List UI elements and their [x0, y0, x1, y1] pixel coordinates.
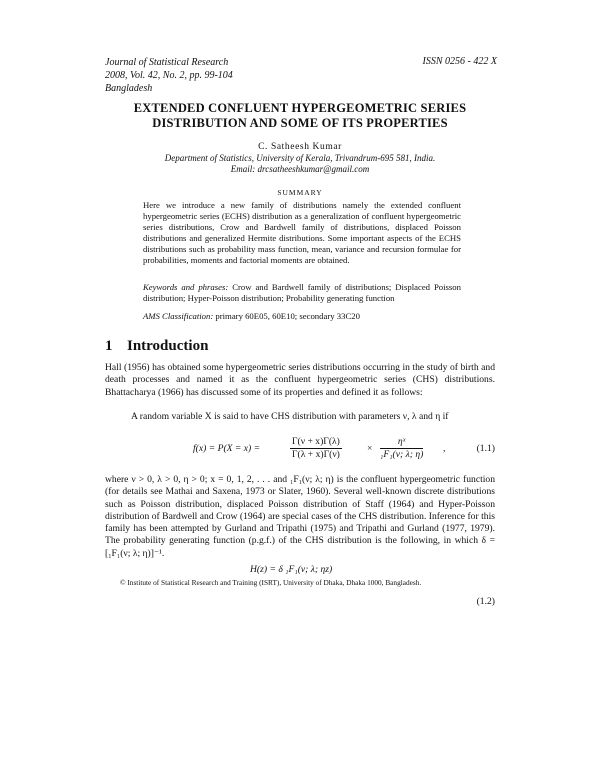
eq2-content: H(z) = δ ₁F₁(ν; λ; ηz)	[250, 564, 333, 575]
section-number: 1	[105, 338, 113, 354]
keywords	[143, 282, 461, 304]
eq1-fraction-2	[380, 436, 423, 461]
email-line: Email: drcsatheeshkumar@gmail.com	[230, 164, 370, 174]
ams-text: primary 60E05, 60E10; secondary 33C20	[215, 311, 360, 321]
intro-paragraph-1: Hall (1956) has obtained some hypergeometric series distributions occurring in the study of birth and death processes and named it as the confluent hypergeometric series (CHS) distributions. Bhattacharya (1966) has discussed some of its properties and defined it as follows:	[105, 362, 495, 398]
title-line-1: EXTENDED CONFLUENT HYPERGEOMETRIC SERIES	[133, 101, 467, 115]
section-title: Introduction	[127, 338, 209, 354]
issn: ISSN 0256 - 422 X	[422, 56, 497, 67]
eq1-numerator-2: ηˣ	[380, 436, 423, 449]
ams-label: AMS Classification:	[143, 311, 214, 321]
section-heading	[105, 338, 208, 355]
intro-paragraph-3: where ν > 0, λ > 0, η > 0; x = 0, 1, 2, . . . and ₁F₁(ν; λ; η) is the confluent hypergeometric function (for details see Mathai and Saxena, 1973 or Slater, 1960). Several well-known discrete distributions such as Poisson distribution, displaced Poisson distribution of Staff (1964) and Hyper-Poisson distribution of Bardwell and Crow (1964) are special cases of the CHS distribution. Inference for this family has been attempted by Gurland and Tripathi (1975) and Tripathi and Gurland (1977, 1979). The probability generating function (p.g.f.) of the CHS distribution is the following, in which δ = [₁F₁(ν; λ; η)]⁻¹.	[105, 474, 495, 559]
journal-volume: 2008, Vol. 42, No. 2, pp. 99-104	[105, 70, 233, 81]
title-line-2: DISTRIBUTION AND SOME OF ITS PROPERTIES	[152, 116, 448, 130]
eq1-comma: ,	[443, 443, 446, 454]
author-affiliation	[90, 153, 510, 175]
eq1-denominator-1: Γ(λ + x)Γ(ν)	[292, 449, 340, 460]
journal-header	[105, 56, 233, 95]
journal-name: Journal of Statistical Research	[105, 57, 229, 68]
eq1-lhs: f(x) = P(X = x) =	[193, 443, 261, 454]
keywords-text: Crow and Bardwell family of distributions; Displaced Poisson distribution; Hyper-Poisson distribution; Probability generating function	[143, 282, 461, 304]
journal-country: Bangladesh	[105, 83, 153, 94]
eq1-times: ×	[367, 443, 373, 454]
keywords-label: Keywords and phrases:	[143, 282, 229, 292]
copyright-footnote: © Institute of Statistical Research and Training (ISRT), University of Dhaka, Dhaka 1000, Bangladesh.	[120, 578, 422, 587]
summary-heading: SUMMARY	[277, 188, 323, 197]
eq1-denominator-2: ₁F₁(ν; λ; η)	[380, 449, 424, 460]
abstract: Here we introduce a new family of distributions namely the extended confluent hypergeometric series (ECHS) distribution as a generalization of confluent hypergeometric series distributions, Crow and Bardwell family of distributions, displaced Poisson distributions and generalized Hermite distributions. Some important aspects of the ECHS distributions such as probability mass function, mean, variance and recursion formulae for probabilities, moments and factorial moments are obtained.	[143, 200, 461, 266]
eq1-fraction-1	[290, 436, 342, 461]
eq-1-2-number: (1.2)	[476, 596, 495, 607]
eq1-numerator-1: Γ(ν + x)Γ(λ)	[292, 436, 340, 447]
ams-classification	[143, 311, 461, 321]
intro-paragraph-2: A random variable X is said to have CHS distribution with parameters ν, λ and η if	[131, 411, 449, 422]
equation-1-1	[105, 433, 495, 465]
affiliation-line: Department of Statistics, University of Kerala, Trivandrum-695 581, India.	[164, 153, 436, 163]
author-name: C. Satheesh Kumar	[258, 142, 342, 152]
paper-title	[90, 101, 510, 131]
eq1-number: (1.1)	[476, 443, 495, 454]
